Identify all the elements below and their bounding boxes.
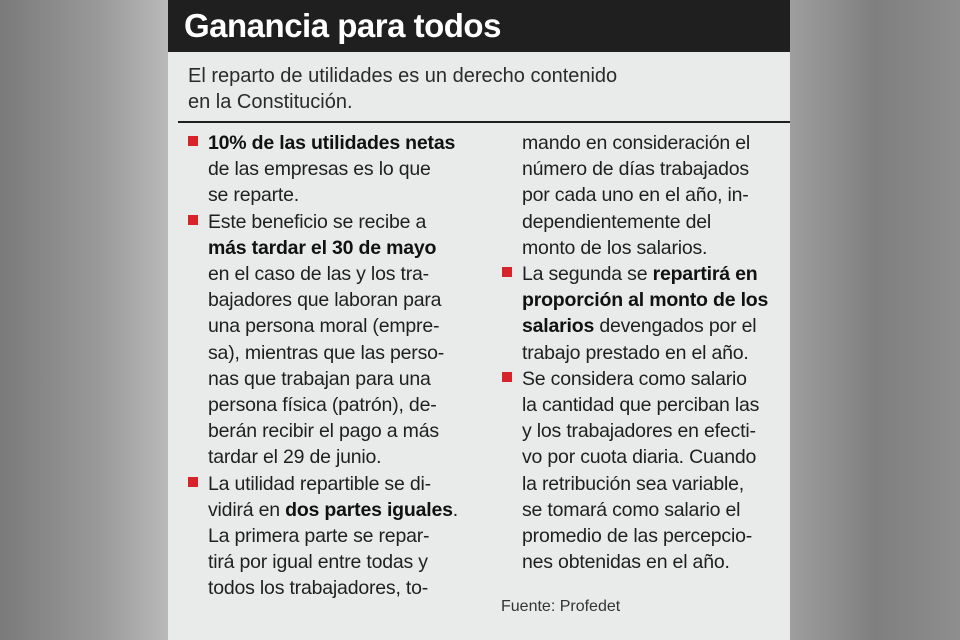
- background-left-blur: [0, 0, 168, 640]
- bullet-text: bajadores que laboran para: [208, 289, 442, 312]
- title-bar: [168, 0, 790, 52]
- bullet-text: persona física (patrón), de-: [208, 394, 437, 417]
- intro-text: [188, 63, 728, 115]
- red-square-bullet-icon: [188, 477, 198, 487]
- red-square-bullet-icon: [502, 372, 512, 382]
- red-square-bullet-icon: [188, 215, 198, 225]
- page-title: Ganancia para todos: [184, 7, 501, 44]
- bullet-text: nes obtenidas en el año.: [522, 551, 730, 574]
- bullet-highlight: proporción al monto de los: [522, 289, 769, 312]
- bullet-text: La utilidad repartible se di-: [208, 472, 431, 495]
- bullet-highlight: repartirá en: [652, 263, 758, 286]
- bullet-text: de las empresas es lo que: [208, 158, 431, 181]
- bullet-text: se tomará como salario el: [522, 498, 741, 521]
- bullet-item-second-part: [502, 261, 784, 366]
- bullet-text: .: [452, 498, 458, 521]
- bullet-item-utilities: [188, 130, 478, 209]
- bullet-text: devengados por el: [594, 315, 757, 338]
- bullet-text: tirá por igual entre todas y: [208, 551, 428, 574]
- bullet-text: monto de los salarios.: [522, 236, 708, 259]
- intro-line: en la Constitución.: [188, 91, 353, 113]
- bullet-highlight: dos partes iguales: [285, 498, 453, 521]
- bullet-highlight: más tardar el 30 de mayo: [208, 236, 437, 259]
- bullet-text: nas que trabajan para una: [208, 367, 431, 390]
- intro-line: El reparto de utilidades es un derecho contenido: [188, 65, 618, 87]
- bullet-text: una persona moral (empre-: [208, 315, 440, 338]
- right-column: [502, 130, 784, 575]
- bullet-highlight: 10% de las utilidades netas: [208, 132, 456, 154]
- section-divider: [178, 121, 790, 123]
- infographic-panel: [168, 0, 790, 640]
- bullet-text: sa), mientras que las perso-: [208, 341, 445, 364]
- bullet-text: se reparte.: [208, 184, 300, 207]
- bullet-text: trabajo prestado en el año.: [522, 341, 749, 364]
- bullet-item-split-continued: [502, 130, 784, 261]
- bullet-text: por cada uno en el año, in-: [522, 184, 749, 207]
- bullet-text: vidirá en: [208, 498, 286, 521]
- source-credit: Fuente: Profedet: [501, 598, 621, 615]
- bullet-text: en el caso de las y los tra-: [208, 263, 429, 286]
- bullet-item-split: [188, 471, 478, 602]
- bullet-item-deadline: [188, 209, 478, 471]
- bullet-text: berán recibir el pago a más: [208, 420, 439, 443]
- bullet-text: Este beneficio se recibe a: [208, 210, 427, 233]
- bullet-text: La segunda se: [522, 263, 653, 286]
- bullet-text: La primera parte se repar-: [208, 525, 430, 548]
- left-column: [188, 130, 478, 602]
- bullet-text: la retribución sea variable,: [522, 472, 745, 495]
- bullet-text: vo por cuota diaria. Cuando: [522, 446, 757, 469]
- bullet-text: tardar el 29 de junio.: [208, 446, 382, 469]
- bullet-text: y los trabajadores en efecti-: [522, 420, 756, 443]
- bullet-text: mando en consideración el: [522, 132, 751, 154]
- red-square-bullet-icon: [188, 136, 198, 146]
- bullet-text: número de días trabajados: [522, 158, 749, 181]
- red-square-bullet-icon: [502, 267, 512, 277]
- bullet-item-salary: [502, 366, 784, 576]
- bullet-text: Se considera como salario: [522, 367, 747, 390]
- background-right-blur: [790, 0, 960, 640]
- bullet-text: dependientemente del: [522, 210, 711, 233]
- bullet-highlight: salarios: [522, 315, 595, 338]
- bullet-text: todos los trabajadores, to-: [208, 577, 429, 600]
- bullet-text: la cantidad que perciban las: [522, 394, 760, 417]
- bullet-text: promedio de las percepcio-: [522, 525, 753, 548]
